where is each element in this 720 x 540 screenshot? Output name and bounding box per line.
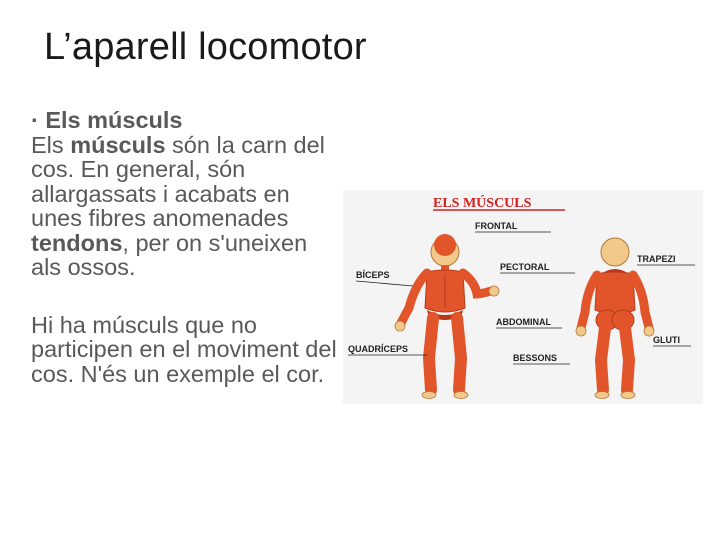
back-head — [601, 238, 629, 266]
back-left-leg — [601, 328, 605, 390]
slide-title: L’aparell locomotor — [44, 26, 367, 68]
label-trapezi: TRAPEZI — [637, 254, 676, 264]
label-frontal: FRONTAL — [475, 221, 518, 231]
label-abdominal: ABDOMINAL — [496, 317, 551, 327]
body-text — [31, 108, 341, 386]
paragraph-heart: Hi ha músculs que no participen en el moviment del cos. N'és un exemple el cor. — [31, 311, 337, 387]
para1-text-2: són la carn del cos. En general, són allargassats i acabats en unes fibres anomenades — [31, 131, 325, 231]
front-left-hand — [395, 321, 405, 331]
back-right-arm — [633, 275, 649, 328]
front-left-leg — [429, 318, 433, 390]
para1-text-1: Els — [31, 131, 71, 158]
label-gluti: GLUTI — [653, 335, 680, 345]
back-right-leg — [625, 328, 629, 390]
muscles-illustration — [343, 190, 703, 404]
section-heading — [31, 108, 341, 133]
para1-bold-muscles: músculs — [70, 131, 166, 158]
label-quadriceps: QUADRÍCEPS — [348, 344, 409, 354]
back-left-arm — [581, 275, 597, 328]
section-heading-text: · Els músculs — [31, 107, 183, 133]
para1-text-3: , per on s'uneixen als ossos. — [31, 229, 308, 280]
label-bessons: BESSONS — [513, 353, 558, 363]
front-body-figure — [395, 234, 499, 399]
front-left-arm — [401, 273, 427, 323]
front-right-hand — [489, 286, 499, 296]
para1-bold-tendons: tendons — [31, 229, 123, 256]
muscles-figure — [343, 190, 703, 404]
front-right-arm — [463, 273, 491, 294]
label-biceps: BÍCEPS — [356, 270, 390, 280]
front-forehead-muscle — [434, 234, 456, 256]
back-torso — [595, 272, 635, 314]
front-right-leg — [457, 318, 461, 390]
figure-title: ELS MÚSCULS — [433, 196, 532, 211]
label-pectoral: PECTORAL — [500, 262, 550, 272]
paragraph-muscles — [31, 133, 341, 280]
